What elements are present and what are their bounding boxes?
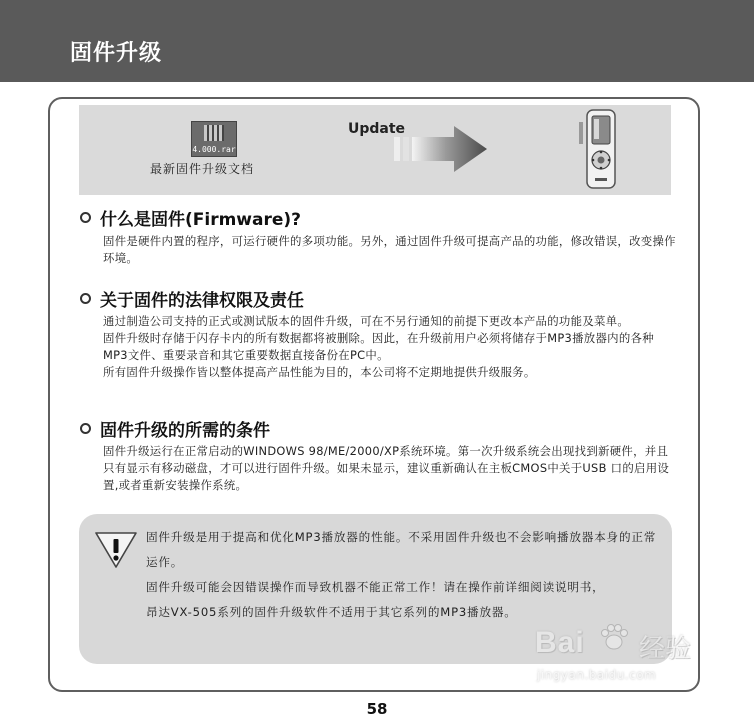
note-line: 固件升级是用于提高和优化MP3播放器的性能。不采用固件升级也不会影响播放器本身的正常运作。 xyxy=(146,530,657,569)
archive-file-icon xyxy=(191,121,237,157)
section-title-what-is-firmware xyxy=(80,205,301,230)
page-header xyxy=(0,0,754,82)
note-line: 固件升级可能会因错误操作而导致机器不能正常工作！请在操作前详细阅读说明书， xyxy=(146,580,605,594)
paragraph: 固件是硬件内置的程序，可运行硬件的多项功能。另外，通过固件升级可提高产品的功能，修改错误，改变操作环境。 xyxy=(103,234,676,265)
page-number: 58 xyxy=(366,700,388,718)
paragraph: 所有固件升级操作皆以整体提高产品性能为目的，本公司将不定期地提供升级服务。 xyxy=(103,365,536,379)
circle-bullet-icon xyxy=(80,293,91,304)
circle-bullet-icon xyxy=(80,212,91,223)
archive-books-icon xyxy=(204,125,224,141)
section-title-legal-rights xyxy=(80,286,304,311)
update-label: Update xyxy=(348,121,406,137)
note-line: 昂达VX-505系列的固件升级软件不适用于其它系列的MP3播放器。 xyxy=(146,605,517,619)
section-title-requirements xyxy=(80,416,270,441)
warning-note-text xyxy=(146,525,666,625)
file-caption: 最新固件升级文档 xyxy=(150,162,255,176)
section-body-legal-rights xyxy=(103,313,678,381)
section-title-text: 固件升级的所需的条件 xyxy=(100,421,270,441)
watermark-brand: Bai xyxy=(535,626,585,659)
paragraph: 固件升级时存储于闪存卡内的所有数据都将被删除。因此，在升级前用户必须将储存于MP3播放器内的各种MP3文件、重要录音和其它重要数据直接备份在PC中。 xyxy=(103,331,654,362)
mp3-player-device-icon xyxy=(577,108,627,192)
paragraph: 固件升级运行在正常启动的WINDOWS 98/ME/2000/XP系统环境。第一次升级系统会出现找到新硬件，并且只有显示有移动磁盘，才可以进行固件升级。如果未显示，建议重新确认在主板CMOS中关于USB 口的启用设置,或者重新安装操作系统。 xyxy=(103,444,670,492)
warning-icon xyxy=(94,530,138,570)
watermark-suffix: 经验 xyxy=(639,634,692,664)
section-title-text: 关于固件的法律权限及责任 xyxy=(100,291,304,311)
paragraph: 通过制造公司支持的正式或测试版本的固件升级，可在不另行通知的前提下更改本产品的功能及菜单。 xyxy=(103,314,630,328)
archive-file-name: 4.000.rar xyxy=(192,145,236,154)
section-body-what-is-firmware xyxy=(103,233,678,267)
baidu-jingyan-watermark xyxy=(535,618,725,688)
section-title-text: 什么是固件(Firmware)? xyxy=(100,210,302,230)
page-title: 固件升级 xyxy=(70,41,163,66)
update-arrow-icon xyxy=(394,126,489,172)
watermark-url: jingyan.baidu.com xyxy=(537,668,657,682)
section-body-requirements xyxy=(103,443,678,494)
paw-icon xyxy=(599,622,629,652)
circle-bullet-icon xyxy=(80,423,91,434)
